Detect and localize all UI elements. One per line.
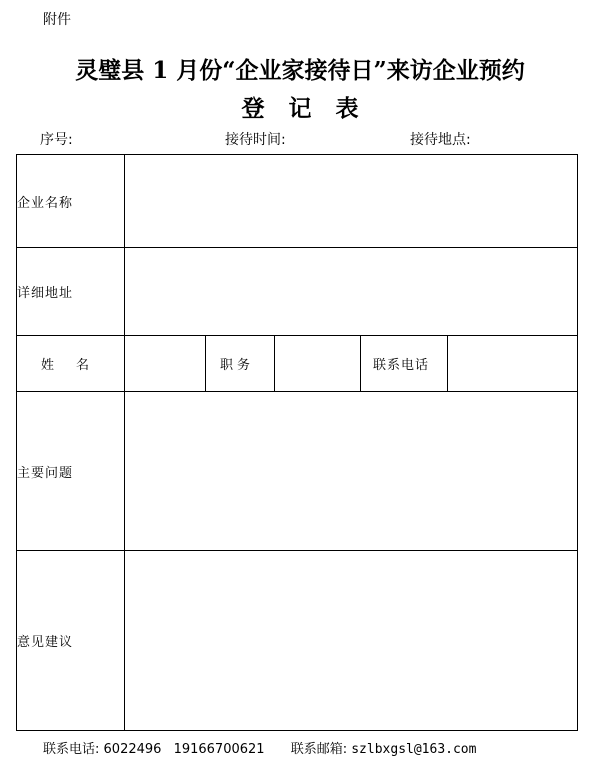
address-field[interactable] [125, 248, 578, 336]
name-field[interactable] [125, 336, 206, 392]
page-subtitle: 登记表 [241, 95, 383, 122]
form-row-issues [17, 392, 578, 551]
footer-phone-label: 联系电话: [43, 742, 100, 757]
footer-phone-1: 6022496 [103, 742, 162, 757]
form-row-address [17, 248, 578, 336]
contact-phone-label: 联系电话 [361, 336, 448, 392]
page-title: 灵璧县 1 月份“企业家接待日”来访企业预约 [75, 57, 525, 84]
reception-place-label: 接待地点: [410, 132, 471, 148]
footer-phone-2: 19166700621 [173, 742, 265, 757]
name-label: 姓名 [17, 336, 125, 392]
registration-form [16, 154, 578, 731]
contact-phone-field[interactable] [448, 336, 578, 392]
attachment-label: 附件 [43, 12, 71, 28]
main-issues-field[interactable] [125, 392, 578, 551]
position-field[interactable] [275, 336, 361, 392]
suggestions-label: 意见建议 [17, 551, 125, 731]
footer-contact [43, 738, 476, 757]
reception-time-label: 接待时间: [225, 132, 286, 148]
footer-email-label: 联系邮箱: [290, 742, 348, 757]
company-name-field[interactable] [125, 155, 578, 248]
footer-email[interactable]: szlbxgsl@163.com [351, 742, 477, 757]
address-label: 详细地址 [17, 248, 125, 336]
form-row-company [17, 155, 578, 248]
sequence-label: 序号: [40, 132, 73, 148]
form-row-suggestions [17, 551, 578, 731]
suggestions-field[interactable] [125, 551, 578, 731]
form-row-contact [17, 336, 578, 392]
company-name-label: 企业名称 [17, 155, 125, 248]
position-label: 职务 [206, 336, 275, 392]
main-issues-label: 主要问题 [17, 392, 125, 551]
